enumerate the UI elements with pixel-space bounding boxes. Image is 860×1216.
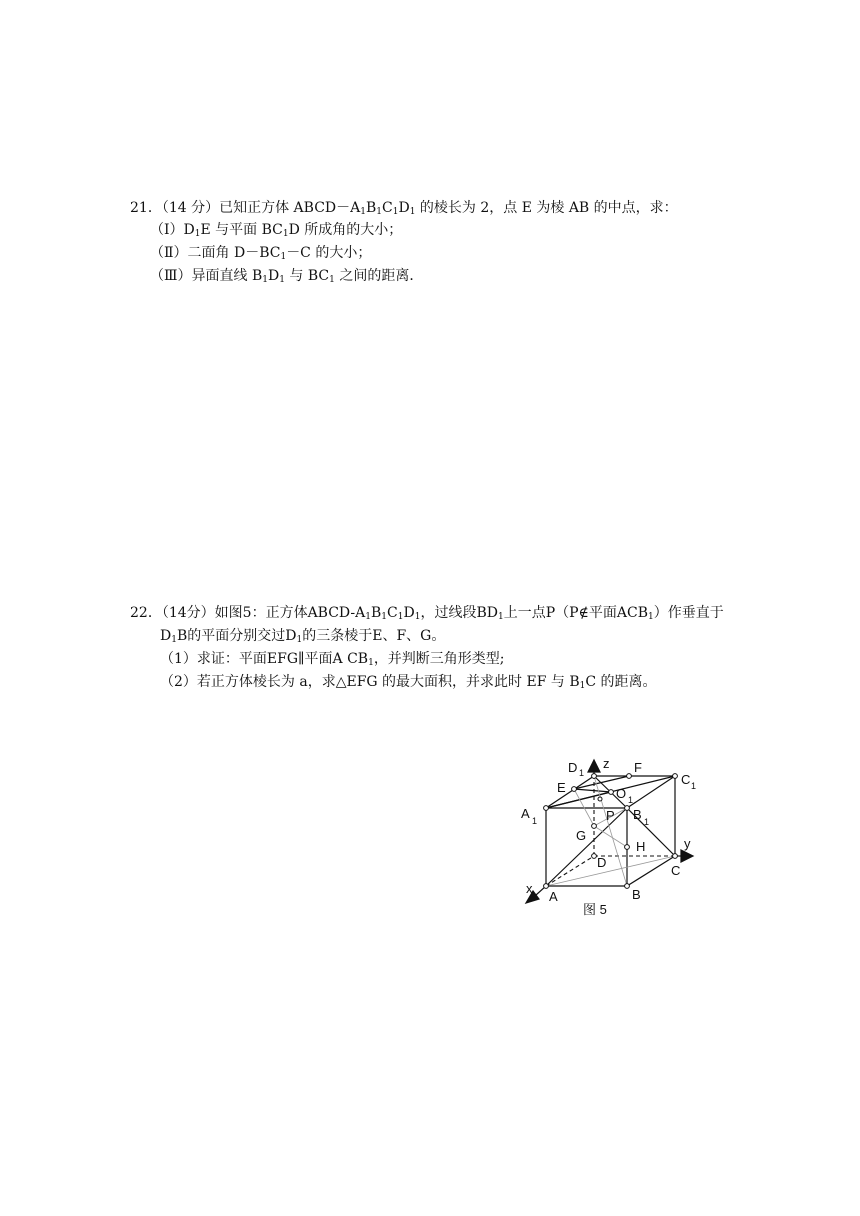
point-D1 bbox=[592, 774, 597, 779]
label-D: D bbox=[597, 855, 607, 870]
q22-points: （14分） bbox=[161, 605, 215, 621]
q22-sub2 bbox=[160, 672, 657, 696]
figure-caption: 图 5 bbox=[583, 902, 607, 917]
q21-sub3 bbox=[150, 266, 423, 290]
q22-stem-text: C bbox=[387, 605, 398, 621]
label-B1: B bbox=[633, 807, 642, 822]
subscript: 1 bbox=[497, 612, 504, 622]
label-A1: A bbox=[521, 806, 530, 821]
q22-sub1-text: ，并判断三角形类型; bbox=[373, 651, 505, 667]
label-C: C bbox=[671, 863, 681, 878]
subscript: 1 bbox=[329, 275, 335, 285]
label-D1-sub: 1 bbox=[579, 768, 585, 778]
subscript: 1 bbox=[392, 207, 399, 217]
sub-marker: （1） bbox=[160, 651, 197, 667]
point-P-mark bbox=[598, 797, 602, 801]
label-x: x bbox=[526, 881, 533, 896]
q21-number: 21． bbox=[130, 200, 162, 216]
q22-number: 22． bbox=[130, 605, 162, 621]
q21-stem-text: 已知正方体 ABCD－A bbox=[219, 200, 361, 216]
q22-sub2-text: 若正方体棱长为 a，求△EFG 的最大面积，并求此时 EF 与 B bbox=[196, 674, 580, 690]
edge-B1-C1 bbox=[627, 776, 675, 808]
point-H bbox=[625, 845, 630, 850]
subscript: 1 bbox=[409, 207, 416, 217]
q22-stem-text: B bbox=[371, 605, 382, 621]
q21-points: （14 分） bbox=[161, 200, 220, 216]
q22-stem-text: ）作垂直于 bbox=[653, 605, 724, 621]
label-H: H bbox=[636, 839, 646, 854]
subscript: 1 bbox=[194, 229, 201, 239]
sub-marker: （Ⅲ） bbox=[150, 268, 192, 284]
subscript: 1 bbox=[262, 275, 268, 285]
q22-sub1-text: 求证：平面EFG∥平面A CB bbox=[196, 651, 369, 667]
q21-sub3-text: 之间的距离． bbox=[334, 268, 424, 284]
q21-stem bbox=[130, 198, 678, 222]
label-C1-sub: 1 bbox=[691, 781, 697, 791]
point-A bbox=[544, 884, 549, 889]
point-B1 bbox=[625, 806, 630, 811]
point-G bbox=[592, 824, 597, 829]
sub-marker: （Ⅰ） bbox=[150, 222, 184, 238]
point-F bbox=[627, 774, 632, 779]
subscript: 1 bbox=[414, 612, 421, 622]
cube-figure bbox=[510, 750, 710, 920]
subscript: 1 bbox=[579, 681, 586, 691]
subscript: 1 bbox=[368, 658, 374, 668]
line-G-H bbox=[594, 826, 627, 847]
q21-stem-text: C bbox=[382, 200, 393, 216]
q21-stem-text: B bbox=[365, 200, 377, 216]
q22-stem-text: 的三条棱于E、F、G。 bbox=[302, 628, 446, 644]
q21-sub3-text: 与 BC bbox=[284, 268, 330, 284]
q22-stem-text: 上一点P（P∉平面ACB bbox=[503, 605, 649, 621]
label-D1: D bbox=[568, 760, 578, 775]
q22-stem-text: ，过线段BD bbox=[420, 605, 498, 621]
point-E bbox=[572, 787, 577, 792]
q22-stem-line2 bbox=[160, 626, 445, 650]
q21-sub3-text: D bbox=[268, 268, 280, 284]
label-B: B bbox=[632, 887, 641, 902]
label-O1-sub: 1 bbox=[628, 795, 634, 805]
sub-marker: （Ⅱ） bbox=[150, 245, 188, 261]
edge-B-C bbox=[627, 856, 675, 886]
axis-y-arrow bbox=[681, 850, 693, 862]
axis-z-arrow bbox=[588, 760, 600, 772]
q22-sub1 bbox=[160, 649, 505, 673]
subscript: 1 bbox=[648, 612, 654, 622]
subscript: 1 bbox=[360, 207, 366, 217]
subscript: 1 bbox=[279, 275, 285, 285]
q21-sub2 bbox=[150, 243, 371, 267]
q21-sub1 bbox=[150, 220, 402, 244]
edge-A1-D1 bbox=[546, 776, 594, 808]
q22-stem-text: B的平面分别交过D bbox=[176, 628, 297, 644]
point-C bbox=[673, 854, 678, 859]
edge-A-D bbox=[546, 856, 594, 886]
subscript: 1 bbox=[280, 252, 287, 262]
q22-stem-text: D bbox=[403, 605, 415, 621]
label-B1-sub: 1 bbox=[644, 817, 650, 827]
q21-sub1-text: E 与平面 BC bbox=[200, 222, 283, 238]
point-C1 bbox=[673, 774, 678, 779]
label-y: y bbox=[684, 836, 691, 851]
subscript: 1 bbox=[381, 612, 388, 622]
line-A-B1 bbox=[546, 808, 627, 886]
line-A-C bbox=[546, 856, 675, 886]
label-C1: C bbox=[681, 772, 691, 787]
subscript: 1 bbox=[365, 612, 371, 622]
q21-stem-text: 的棱长为 2，点 E 为棱 AB 的中点，求： bbox=[415, 200, 678, 216]
q21-sub2-text: －C 的大小； bbox=[286, 245, 372, 261]
line-E-O1 bbox=[574, 789, 611, 792]
subscript: 1 bbox=[296, 635, 303, 645]
q22-stem-text: D bbox=[160, 628, 172, 644]
subscript: 1 bbox=[171, 635, 177, 645]
label-G: G bbox=[576, 828, 587, 843]
subscript: 1 bbox=[282, 229, 289, 239]
subscript: 1 bbox=[376, 207, 383, 217]
label-A1-sub: 1 bbox=[532, 816, 538, 826]
point-D bbox=[592, 854, 597, 859]
q22-stem-text: 如图5：正方体ABCD-A bbox=[214, 605, 366, 621]
q21-sub1-text: D bbox=[183, 222, 195, 238]
q21-stem-text: D bbox=[398, 200, 410, 216]
label-F: F bbox=[634, 760, 642, 775]
sub-marker: （2） bbox=[160, 674, 197, 690]
point-O1 bbox=[609, 790, 614, 795]
q21-sub3-text: 异面直线 B bbox=[191, 268, 263, 284]
q22-sub2-text: C 的距离。 bbox=[585, 674, 657, 690]
point-A1 bbox=[544, 806, 549, 811]
label-A: A bbox=[549, 889, 558, 904]
q21-sub1-text: D 所成角的大小； bbox=[288, 222, 403, 238]
q22-stem bbox=[130, 603, 724, 627]
point-B bbox=[625, 884, 630, 889]
label-z: z bbox=[603, 756, 610, 771]
subscript: 1 bbox=[397, 612, 404, 622]
label-E: E bbox=[557, 780, 566, 795]
q21-sub2-text: 二面角 D－BC bbox=[187, 245, 281, 261]
label-O1: O bbox=[616, 786, 627, 801]
label-P: P bbox=[606, 808, 615, 823]
